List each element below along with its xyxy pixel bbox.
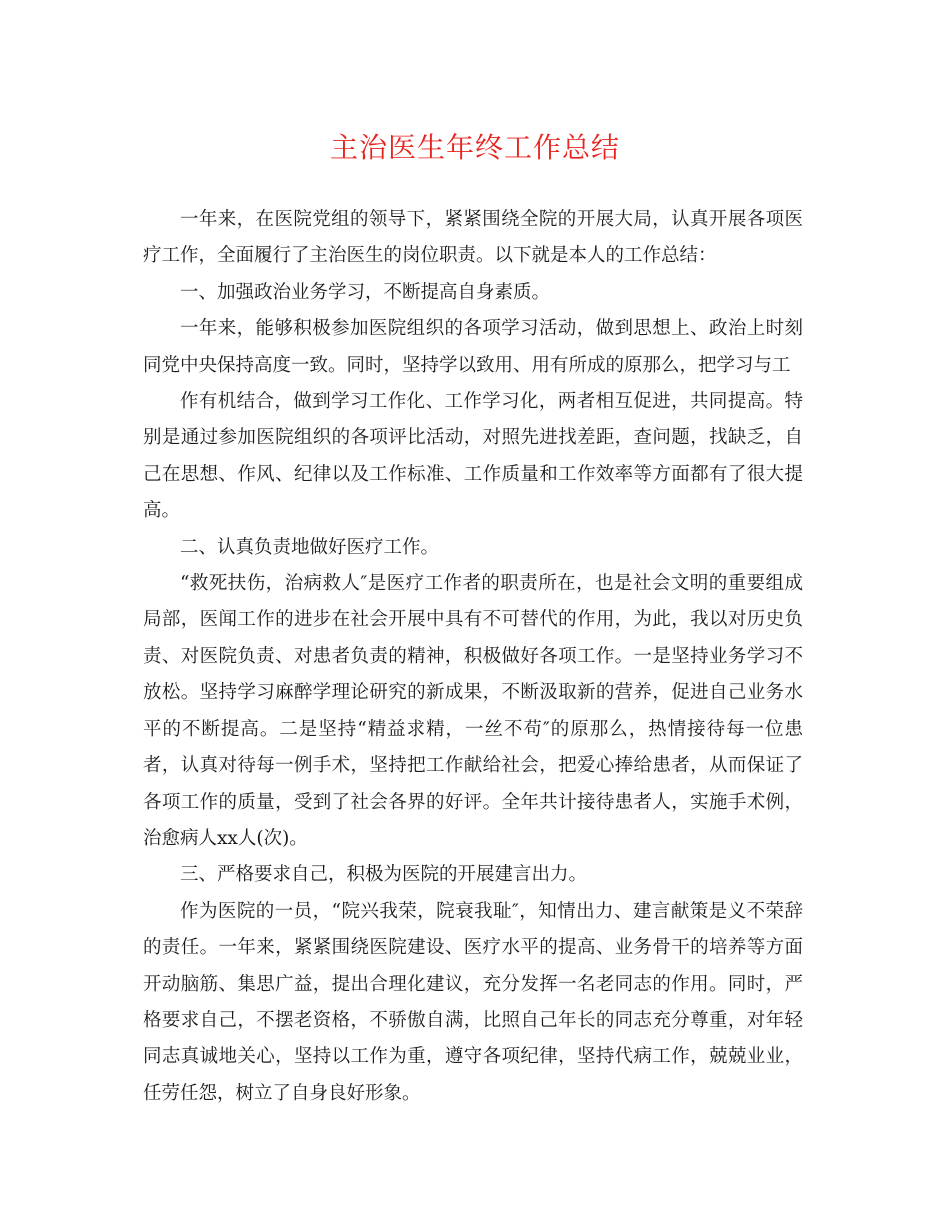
paragraph-section-1a: 一年来，能够积极参加医院组织的各项学习活动，做到思想上、政治上时刻同党中央保持高度一致。同时，坚持学以致用、用有所成的原那么，把学习与工 xyxy=(143,318,803,376)
section-heading-3: 三、严格要求自己，积极为医院的开展建言出力。 xyxy=(180,864,588,886)
paragraph-section-3: 作为医院的一员，“院兴我荣，院衰我耻″，知情出力、建言献策是义不荣辞的责任。一年来，紧紧围绕医院建设、医疗水平的提高、业务骨干的培养等方面开动脑筋、集思广益，提出合理化建议，充分发挥一名老同志的作用。同时，严格要求自己，不摆老资格，不骄傲自满，比照自己年长的同志充分尊重，对年轻同志真诚地关心，坚持以工作为重，遵守各项纪律，坚持代病工作，兢兢业业，任劳任怨，树立了自身良好形象。 xyxy=(143,900,803,1104)
document-title: 主治医生年终工作总结 xyxy=(329,131,620,164)
paragraph-section-1b: 作有机结合，做到学习工作化、工作学习化，两者相互促进，共同提高。特别是通过参加医院组织的各项评比活动，对照先进找差距，查问题，找缺乏，自己在思想、作风、纪律以及工作标准、工作质量和工作效率等方面都有了很大提高。 xyxy=(143,391,803,522)
section-heading-1: 一、加强政治业务学习，不断提高自身素质。 xyxy=(180,281,551,303)
section-heading-2: 二、认真负责地做好医疗工作。 xyxy=(180,536,440,558)
document-body xyxy=(143,202,803,1112)
paragraph-section-2: “救死扶伤，治病救人″是医疗工作者的职责所在，也是社会文明的重要组成局部，医闻工作的进步在社会开展中具有不可替代的作用，为此，我以对历史负责、对医院负责、对患者负责的精神，积极做好各项工作。一是坚持业务学习不放松。坚持学习麻醉学理论研究的新成果，不断汲取新的营养，促进自己业务水平的不断提高。二是坚持“精益求精，一丝不苟″的原那么，热情接待每一位患者，认真对待每一例手术，坚持把工作献给社会，把爱心捧给患者，从而保证了各项工作的质量，受到了社会各界的好评。全年共计接待患者人，实施手术例，治愈病人xx人(次)。 xyxy=(143,573,803,849)
paragraph-intro: 一年来，在医院党组的领导下，紧紧围绕全院的开展大局，认真开展各项医疗工作，全面履行了主治医生的岗位职责。以下就是本人的工作总结： xyxy=(143,209,803,267)
